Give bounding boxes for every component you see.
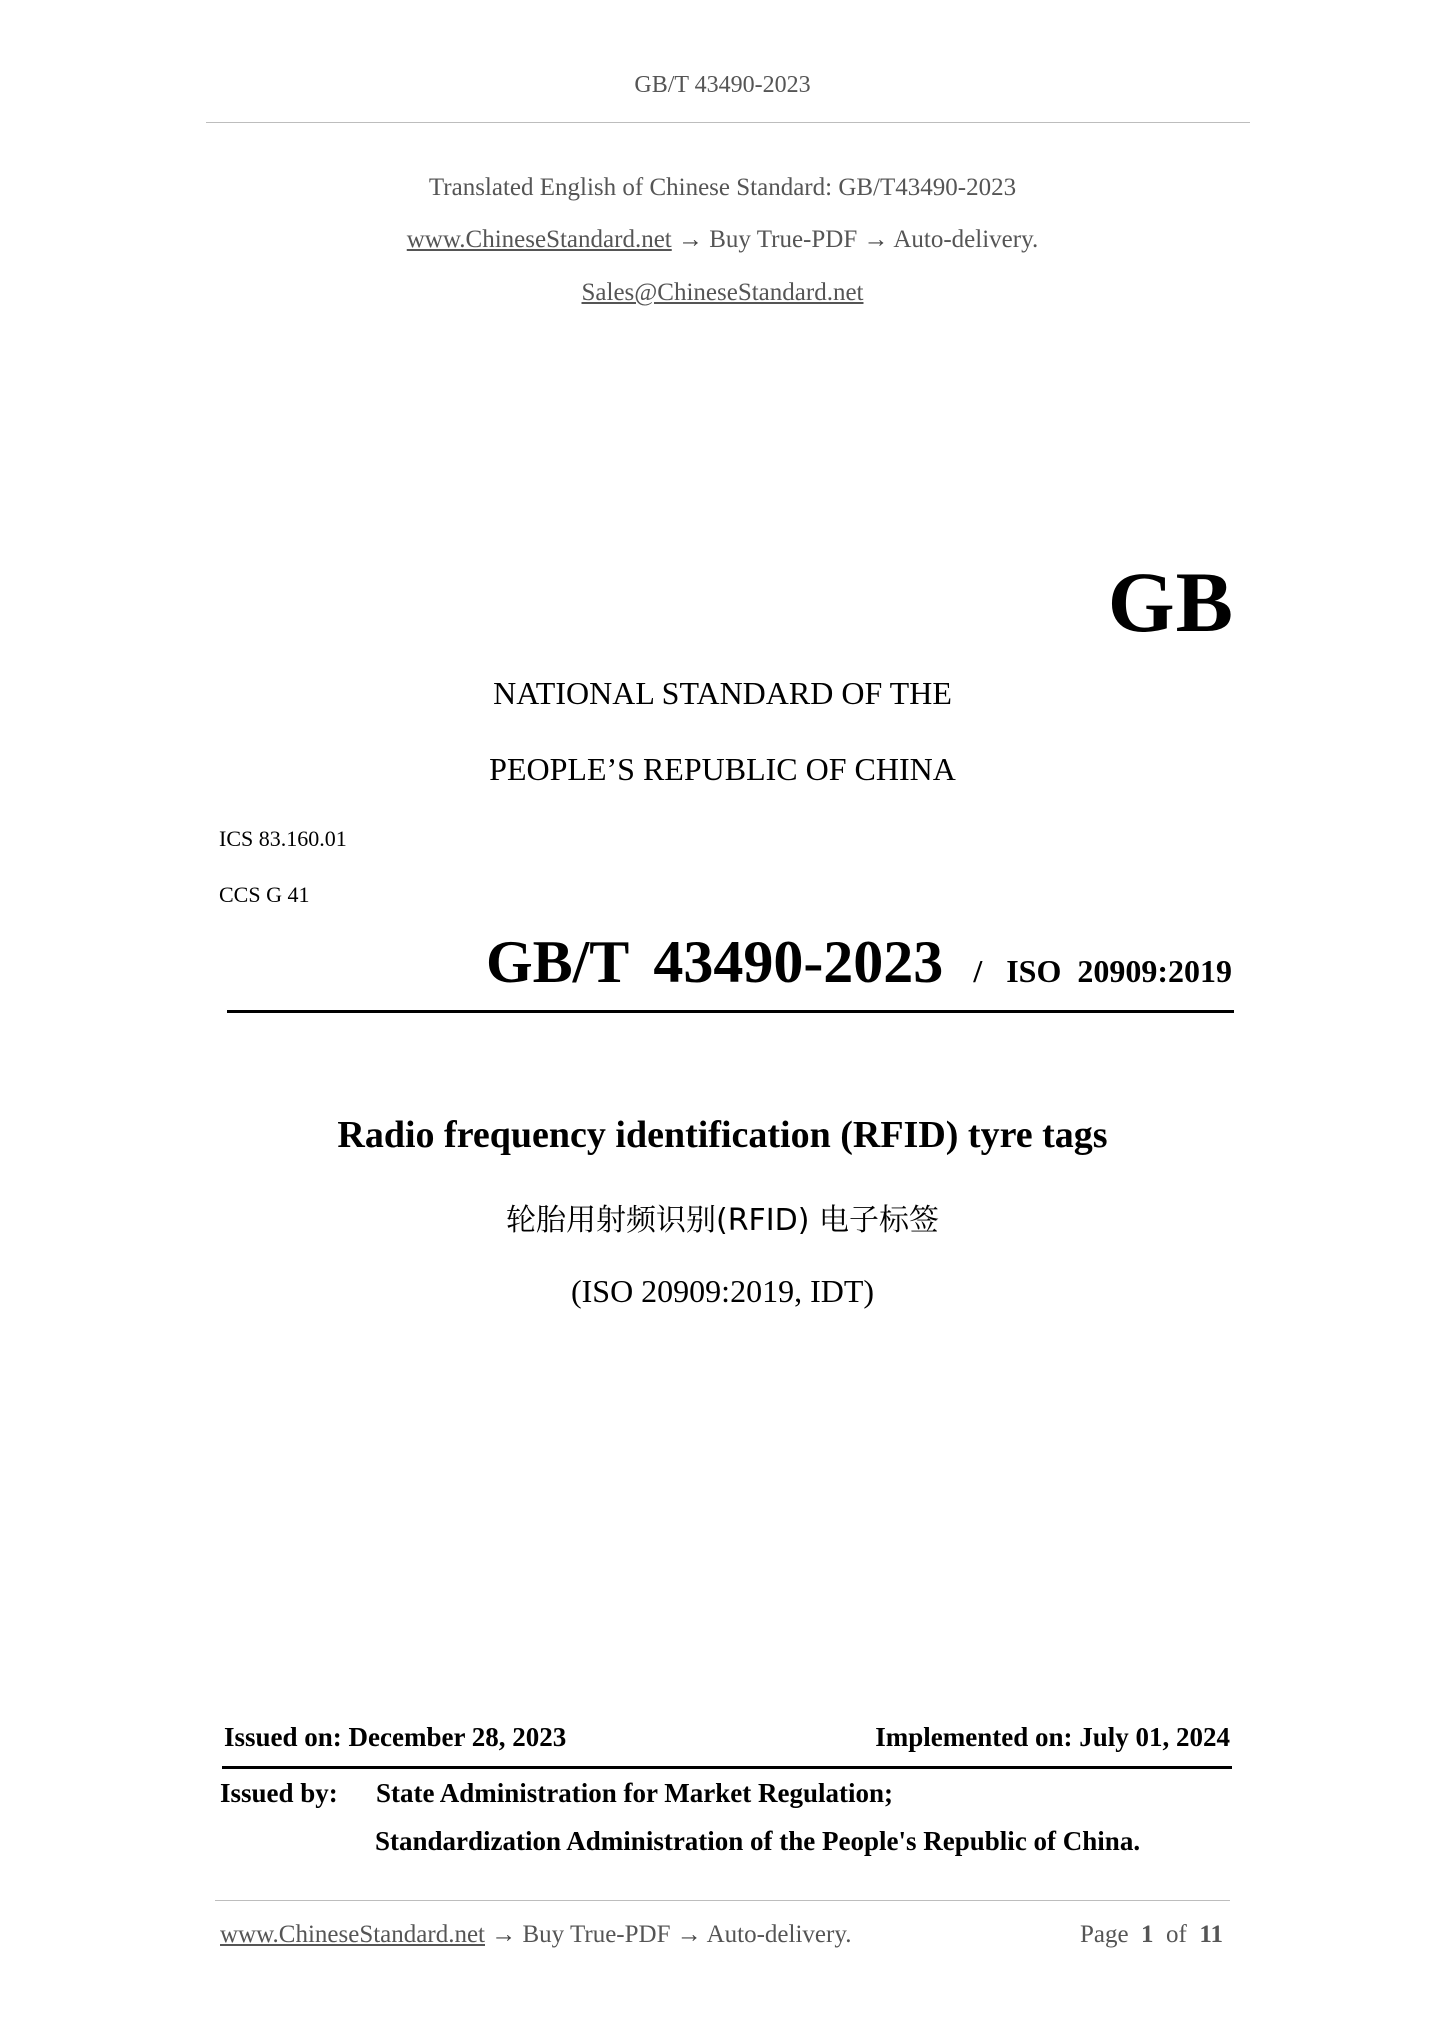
page-label: Page (1079, 1921, 1129, 1948)
page-of-label: of (1166, 1921, 1187, 1948)
title-english: Radio frequency identification (RFID) tyre tags (337, 1114, 1108, 1156)
running-header-title: GB/T 43490-2023 (634, 72, 811, 98)
purchase-line (0, 226, 1445, 254)
ccs-code: CCS G 41 (219, 882, 310, 907)
title-identical-adoption: (ISO 20909:2019, IDT) (570, 1273, 875, 1309)
arrow-right-icon: → (491, 1921, 517, 1948)
title-chinese: 轮胎用射频识别(RFID) 电子标签 (506, 1203, 939, 1238)
page-current: 1 (1141, 1921, 1154, 1948)
header-divider (206, 122, 1250, 123)
issue-divider (222, 1766, 1232, 1769)
translation-notice: Translated English of Chinese Standard: GB/T43490-2023 (428, 174, 1017, 201)
standard-number (486, 929, 943, 995)
footer-divider (215, 1900, 1230, 1901)
ics-code: ICS 83.160.01 (219, 826, 347, 851)
standard-number-rule (227, 1010, 1234, 1013)
footer-site-link[interactable]: www.ChineseStandard.net (220, 1921, 485, 1948)
iso-reference (1006, 953, 1232, 989)
footer-purchase-line (220, 1921, 851, 1949)
site-link[interactable]: www.ChineseStandard.net (406, 226, 672, 253)
issued-on-date: Issued on: December 28, 2023 (224, 1722, 567, 1752)
national-standard-line-1: NATIONAL STANDARD OF THE (493, 675, 952, 711)
page-total: 11 (1199, 1921, 1223, 1948)
issuer-2: Standardization Administration of the People's Republic of China. (375, 1826, 1141, 1856)
footer-buy-text: Buy True-PDF (522, 1921, 671, 1948)
arrow-right-icon: → (676, 1921, 702, 1948)
gb-logo: GB (1107, 554, 1234, 650)
issued-by-label: Issued by: (220, 1778, 338, 1808)
iso-number: 20909:2019 (1077, 953, 1232, 989)
sales-email-link[interactable]: Sales@ChineseStandard.net (581, 279, 864, 306)
standard-number-block (486, 928, 1232, 997)
issuer-1: State Administration for Market Regulation; (376, 1778, 893, 1808)
buy-true-pdf-text: Buy True-PDF (709, 226, 858, 253)
standard-code: 43490-2023 (653, 929, 944, 995)
email-line (0, 279, 1445, 307)
auto-delivery-text: Auto-delivery. (893, 226, 1039, 253)
implemented-on-date: Implemented on: July 01, 2024 (875, 1722, 1230, 1752)
page-indicator (1080, 1921, 1223, 1949)
standard-separator: / (973, 953, 983, 989)
arrow-right-icon: → (678, 226, 703, 253)
footer-auto-delivery-text: Auto-delivery. (706, 1921, 852, 1948)
arrow-right-icon: → (863, 226, 889, 253)
national-standard-line-2: PEOPLE’S REPUBLIC OF CHINA (489, 751, 956, 787)
iso-prefix: ISO (1006, 953, 1062, 989)
standard-prefix: GB/T (485, 929, 630, 995)
